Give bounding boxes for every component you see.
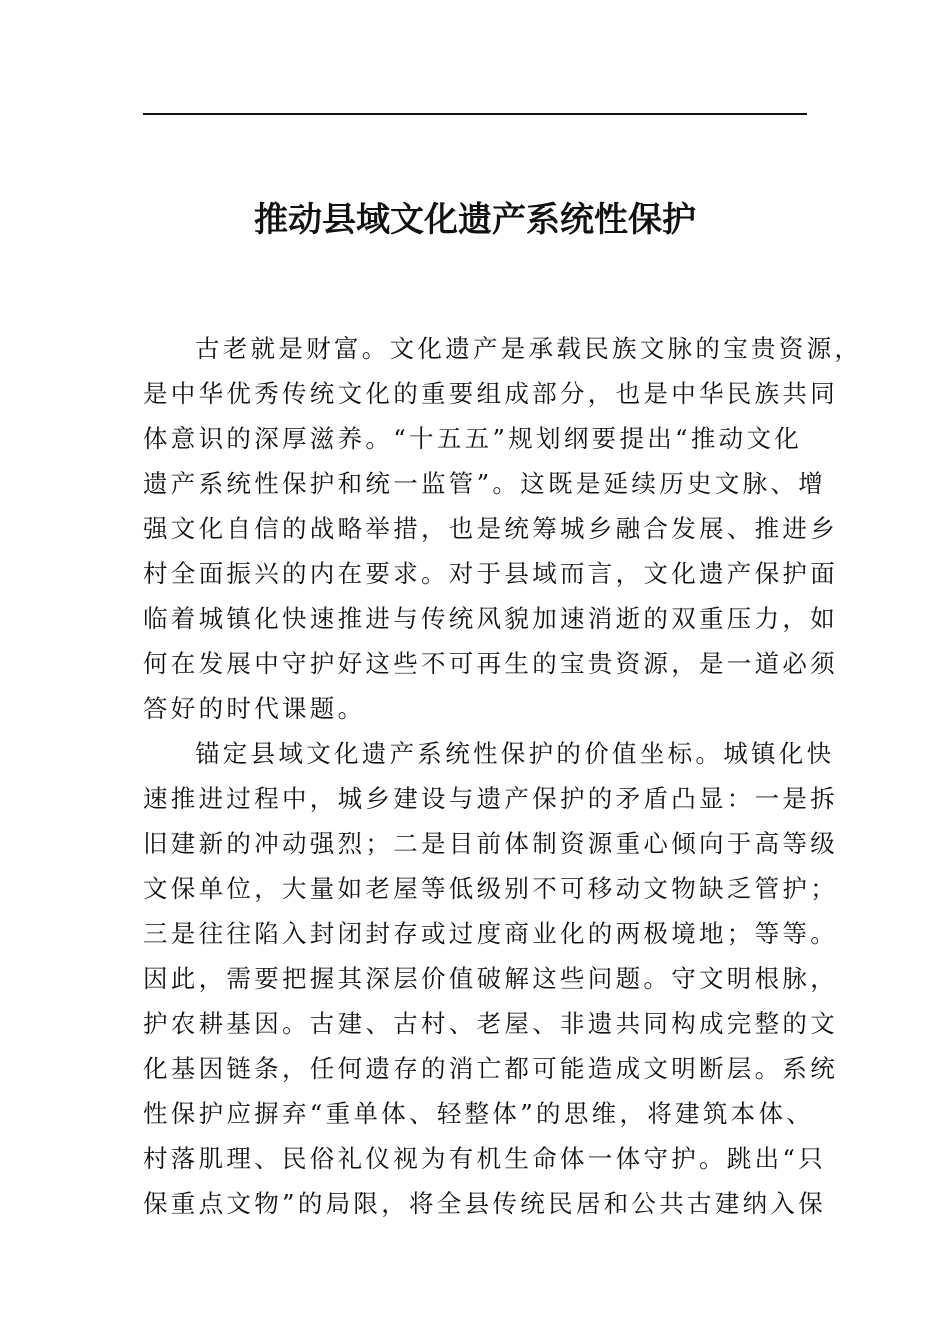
paragraph-1-line: 村全面振兴的内在要求。对于县域而言，文化遗产保护面 [143, 559, 838, 588]
paragraph-2-line: 三是往往陷入封闭封存或过度商业化的两极境地；等等。 [143, 919, 838, 948]
paragraph-2-line: 文保单位，大量如老屋等低级别不可移动文物缺乏管护； [143, 874, 838, 903]
paragraph-2-line: 性保护应摒弃“重单体、轻整体”的思维，将建筑本体、 [143, 1099, 815, 1128]
paragraph-2-line: 锚定县域文化遗产系统性保护的价值坐标。城镇化快 [195, 739, 835, 768]
paragraph-1-line: 古老就是财富。文化遗产是承载民族文脉的宝贵资源， [195, 334, 863, 363]
paragraph-1-line: 体意识的深厚滋养。“十五五”规划纲要提出“推动文化 [143, 424, 803, 453]
paragraph-2-line: 保重点文物”的局限，将全县传统民居和公共古建纳入保 [143, 1189, 827, 1218]
paragraph-1-line: 何在发展中守护好这些不可再生的宝贵资源，是一道必须 [143, 649, 838, 678]
paragraph-1-line: 遗产系统性保护和统一监管”。这既是延续历史文脉、增 [143, 469, 827, 498]
header-rule [143, 113, 807, 115]
paragraph-1-line: 强文化自信的战略举措，也是统筹城乡融合发展、推进乡 [143, 514, 838, 543]
document-body [143, 326, 863, 1226]
paragraph-2-line: 化基因链条，任何遗存的消亡都可能造成文明断层。系统 [143, 1054, 838, 1083]
document-title: 推动县域文化遗产系统性保护 [254, 200, 696, 240]
paragraph-1-line: 是中华优秀传统文化的重要组成部分，也是中华民族共同 [143, 379, 838, 408]
paragraph-2-line: 护农耕基因。古建、古村、老屋、非遗共同构成完整的文 [143, 1009, 838, 1038]
paragraph-2-line: 因此，需要把握其深层价值破解这些问题。守文明根脉， [143, 964, 838, 993]
paragraph-2-line: 村落肌理、民俗礼仪视为有机生命体一体守护。跳出“只 [143, 1144, 827, 1173]
paragraph-1-line: 临着城镇化快速推进与传统风貌加速消逝的双重压力，如 [143, 604, 838, 633]
paragraph-2-line: 速推进过程中，城乡建设与遗产保护的矛盾凸显：一是拆 [143, 784, 838, 813]
paragraph-1-line: 答好的时代课题。 [143, 694, 366, 723]
paragraph-2-line: 旧建新的冲动强烈；二是目前体制资源重心倾向于高等级 [143, 829, 838, 858]
